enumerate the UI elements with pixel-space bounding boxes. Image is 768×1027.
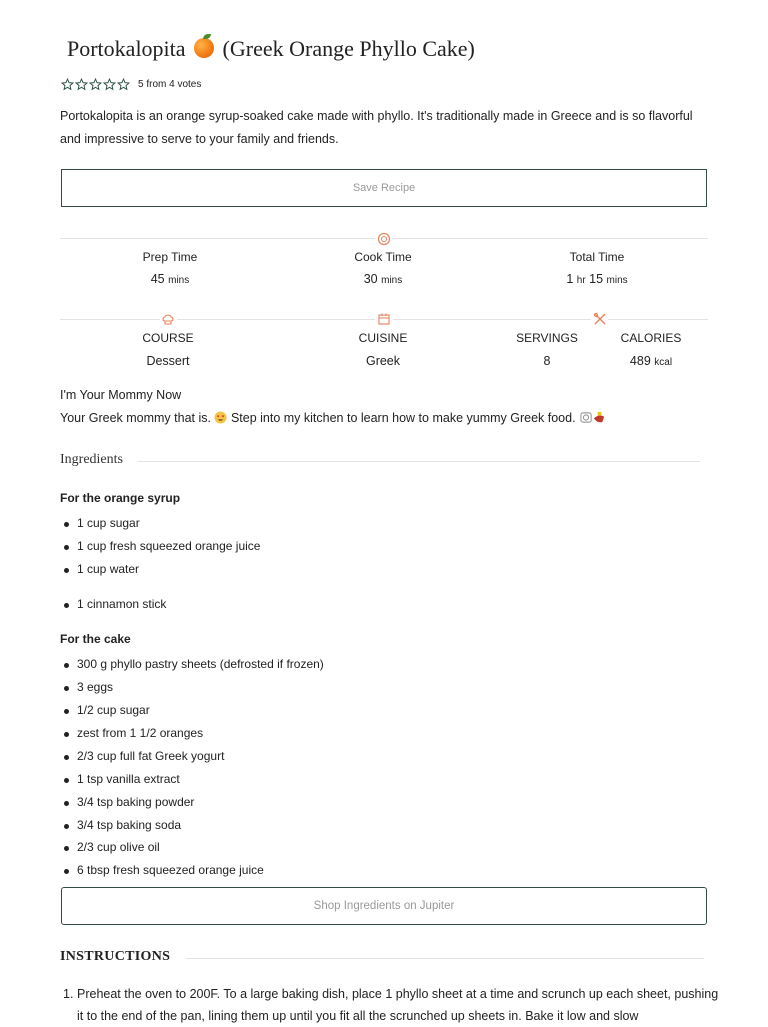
recipe-title-main: Portokalopita	[67, 36, 186, 61]
divider	[177, 319, 375, 320]
star-icon[interactable]	[61, 78, 74, 91]
ingredient-item: 6 tbsp fresh squeezed orange juice	[77, 863, 264, 877]
heart-eyes-emoji-icon	[214, 411, 227, 424]
ingredient-item: 3 eggs	[77, 680, 114, 694]
divider	[60, 238, 375, 239]
divider	[60, 319, 160, 320]
divider	[393, 238, 708, 239]
save-recipe-button[interactable]: Save Recipe	[61, 169, 707, 207]
ingredient-item: 3/4 tsp baking soda	[77, 818, 182, 832]
calendar-icon	[377, 312, 391, 326]
cake-subheading: For the cake	[60, 632, 131, 646]
servings-label: SERVINGS	[516, 331, 578, 345]
star-icon[interactable]	[117, 78, 130, 91]
instructions-heading: INSTRUCTIONS	[60, 949, 171, 964]
divider	[186, 958, 704, 959]
ingredient-item: 1 cup fresh squeezed orange juice	[77, 539, 261, 553]
ingredient-item: 1 cup sugar	[77, 516, 140, 530]
prep-time-label: Prep Time	[142, 250, 198, 264]
divider	[393, 319, 591, 320]
ingredient-item: 2/3 cup full fat Greek yogurt	[77, 749, 225, 763]
recipe-title	[67, 36, 475, 62]
chef-hat-icon	[161, 312, 175, 326]
recipe-intro: Portokalopita is an orange syrup-soaked cake made with phyllo. It's traditionally made in Greece and is so flavorful and impressive to serve to your family and friends.	[60, 109, 693, 146]
author-name: I'm Your Mommy Now	[60, 388, 182, 402]
ingredients-heading: Ingredients	[60, 452, 123, 467]
divider	[138, 461, 700, 462]
ingredient-item: 1 tsp vanilla extract	[77, 772, 180, 786]
ingredient-item: 1/2 cup sugar	[77, 703, 150, 717]
step-text: Preheat the oven to 200F. To a large baking dish, place 1 phyllo sheet at a time and scrunch up each sheet, pushing it to the end of the pan, lining them up until you fit all the scrunched up sheets in. Bake it low and slow	[77, 987, 719, 1023]
ingredient-item: 3/4 tsp baking powder	[77, 795, 195, 809]
cook-time-value: 30 mins	[363, 272, 403, 286]
ingredient-item: zest from 1 1/2 oranges	[77, 726, 204, 740]
course-value: Dessert	[146, 354, 190, 368]
clock-icon	[377, 232, 391, 246]
star-icon[interactable]	[89, 78, 102, 91]
orange-emoji-icon	[194, 38, 214, 58]
star-icon[interactable]	[103, 78, 116, 91]
calories-value: 489 kcal	[629, 354, 673, 368]
cuisine-label: CUISINE	[358, 331, 408, 345]
star-icon[interactable]	[75, 78, 88, 91]
cook-time-label: Cook Time	[354, 250, 412, 264]
fork-knife-icon	[593, 312, 607, 326]
total-time-value: 1 hr 15 mins	[566, 272, 628, 286]
total-time-label: Total Time	[569, 250, 625, 264]
author-bio	[60, 384, 607, 430]
ingredient-item: 1 cinnamon stick	[77, 597, 167, 611]
prep-time-value: 45 mins	[150, 272, 190, 286]
calories-label: CALORIES	[620, 331, 682, 345]
rating-votes: 5 from 4 votes	[138, 79, 202, 90]
instruction-step	[60, 983, 720, 1027]
step-number: 1.	[63, 987, 74, 1001]
shop-ingredients-button[interactable]: Shop Ingredients on Jupiter	[61, 887, 707, 925]
course-label: COURSE	[142, 331, 194, 345]
ingredient-item: 2/3 cup olive oil	[77, 840, 160, 854]
syrup-subheading: For the orange syrup	[60, 491, 181, 505]
servings-value[interactable]: 8	[543, 354, 551, 368]
recipe-title-sub: (Greek Orange Phyllo Cake)	[222, 36, 475, 61]
cuisine-value: Greek	[365, 354, 401, 368]
divider	[608, 319, 708, 320]
ingredient-item: 300 g phyllo pastry sheets (defrosted if frozen)	[77, 657, 324, 671]
ingredient-item: 1 cup water	[77, 562, 140, 576]
plate-and-pan-emoji-icon	[579, 411, 607, 424]
author-tagline: Your Greek mommy that is. Step into my kitchen to learn how to make yummy Greek food.	[60, 407, 607, 430]
star-rating[interactable]	[61, 78, 130, 91]
